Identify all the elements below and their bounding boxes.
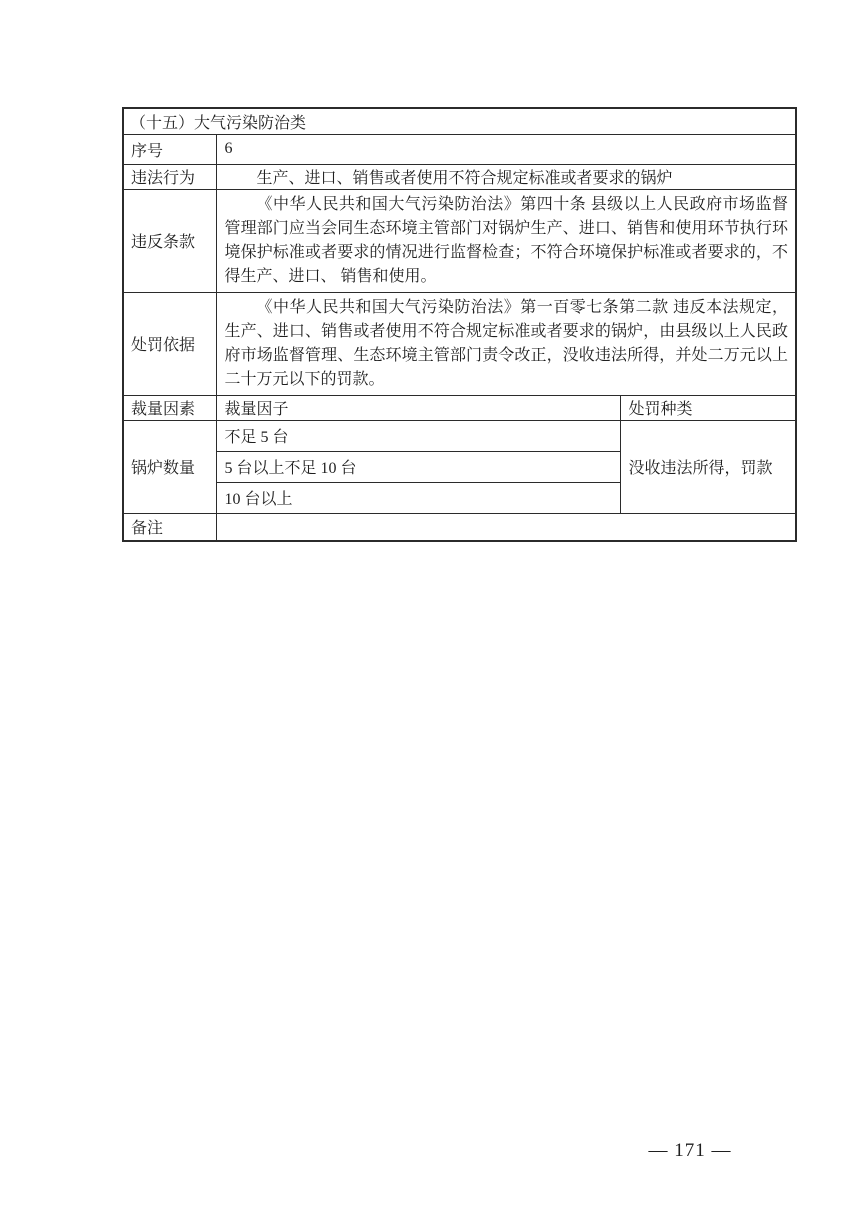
discretion-factor-label: 裁量因素 xyxy=(123,395,216,420)
violated-clause-label: 违反条款 xyxy=(123,189,216,292)
boiler-count-tier-1: 不足 5 台 xyxy=(216,420,620,451)
penalty-type-value: 没收违法所得，罚款 xyxy=(620,420,796,513)
serial-label: 序号 xyxy=(123,134,216,164)
penalty-basis-text: 《中华人民共和国大气污染防治法》第一百零七条第二款 违反本法规定，生产、进口、销售或者使用不符合规定标准或者要求的锅炉，由县级以上人民政府市场监督管理、生态环境主管部门责令改正，没收违法所得，并处二万元以上二十万元以下的罚款。 xyxy=(224,298,789,388)
boiler-count-tier-3: 10 台以上 xyxy=(216,482,620,513)
remarks-label: 备注 xyxy=(123,513,216,541)
table-row-serial xyxy=(123,134,796,164)
penalty-type-header: 处罚种类 xyxy=(620,395,796,420)
section-header: （十五）大气污染防治类 xyxy=(123,108,796,134)
table-row-violated-clause xyxy=(123,189,796,292)
violated-clause-text: 《中华人民共和国大气污染防治法》第四十条 县级以上人民政府市场监督管理部门应当会同生态环境主管部门对锅炉生产、进口、销售和使用环节执行环境保护标准或者要求的情况进行监督检查；不符合环境保护标准或者要求的，不得生产、进口、 销售和使用。 xyxy=(224,195,789,285)
remarks-value xyxy=(216,513,796,541)
boiler-count-tier-2: 5 台以上不足 10 台 xyxy=(216,451,620,482)
penalty-discretion-table xyxy=(122,107,797,542)
table-row-section-header xyxy=(123,108,796,134)
table-row-remarks xyxy=(123,513,796,541)
table-row-penalty-basis xyxy=(123,292,796,395)
table-row-boiler-count-1 xyxy=(123,420,796,451)
boiler-count-label: 锅炉数量 xyxy=(123,420,216,513)
table-row-illegal-act xyxy=(123,164,796,189)
serial-value: 6 xyxy=(216,134,796,164)
page-number: — 171 — xyxy=(648,1140,732,1161)
illegal-act-text: 生产、进口、销售或者使用不符合规定标准或者要求的锅炉 xyxy=(256,170,673,187)
table-row-discretion-headers xyxy=(123,395,796,420)
discretion-subfactor-header: 裁量因子 xyxy=(216,395,620,420)
illegal-act-label: 违法行为 xyxy=(123,164,216,189)
penalty-basis-label: 处罚依据 xyxy=(123,292,216,395)
illegal-act-value xyxy=(216,164,796,189)
violated-clause-value xyxy=(216,189,796,292)
penalty-basis-value xyxy=(216,292,796,395)
